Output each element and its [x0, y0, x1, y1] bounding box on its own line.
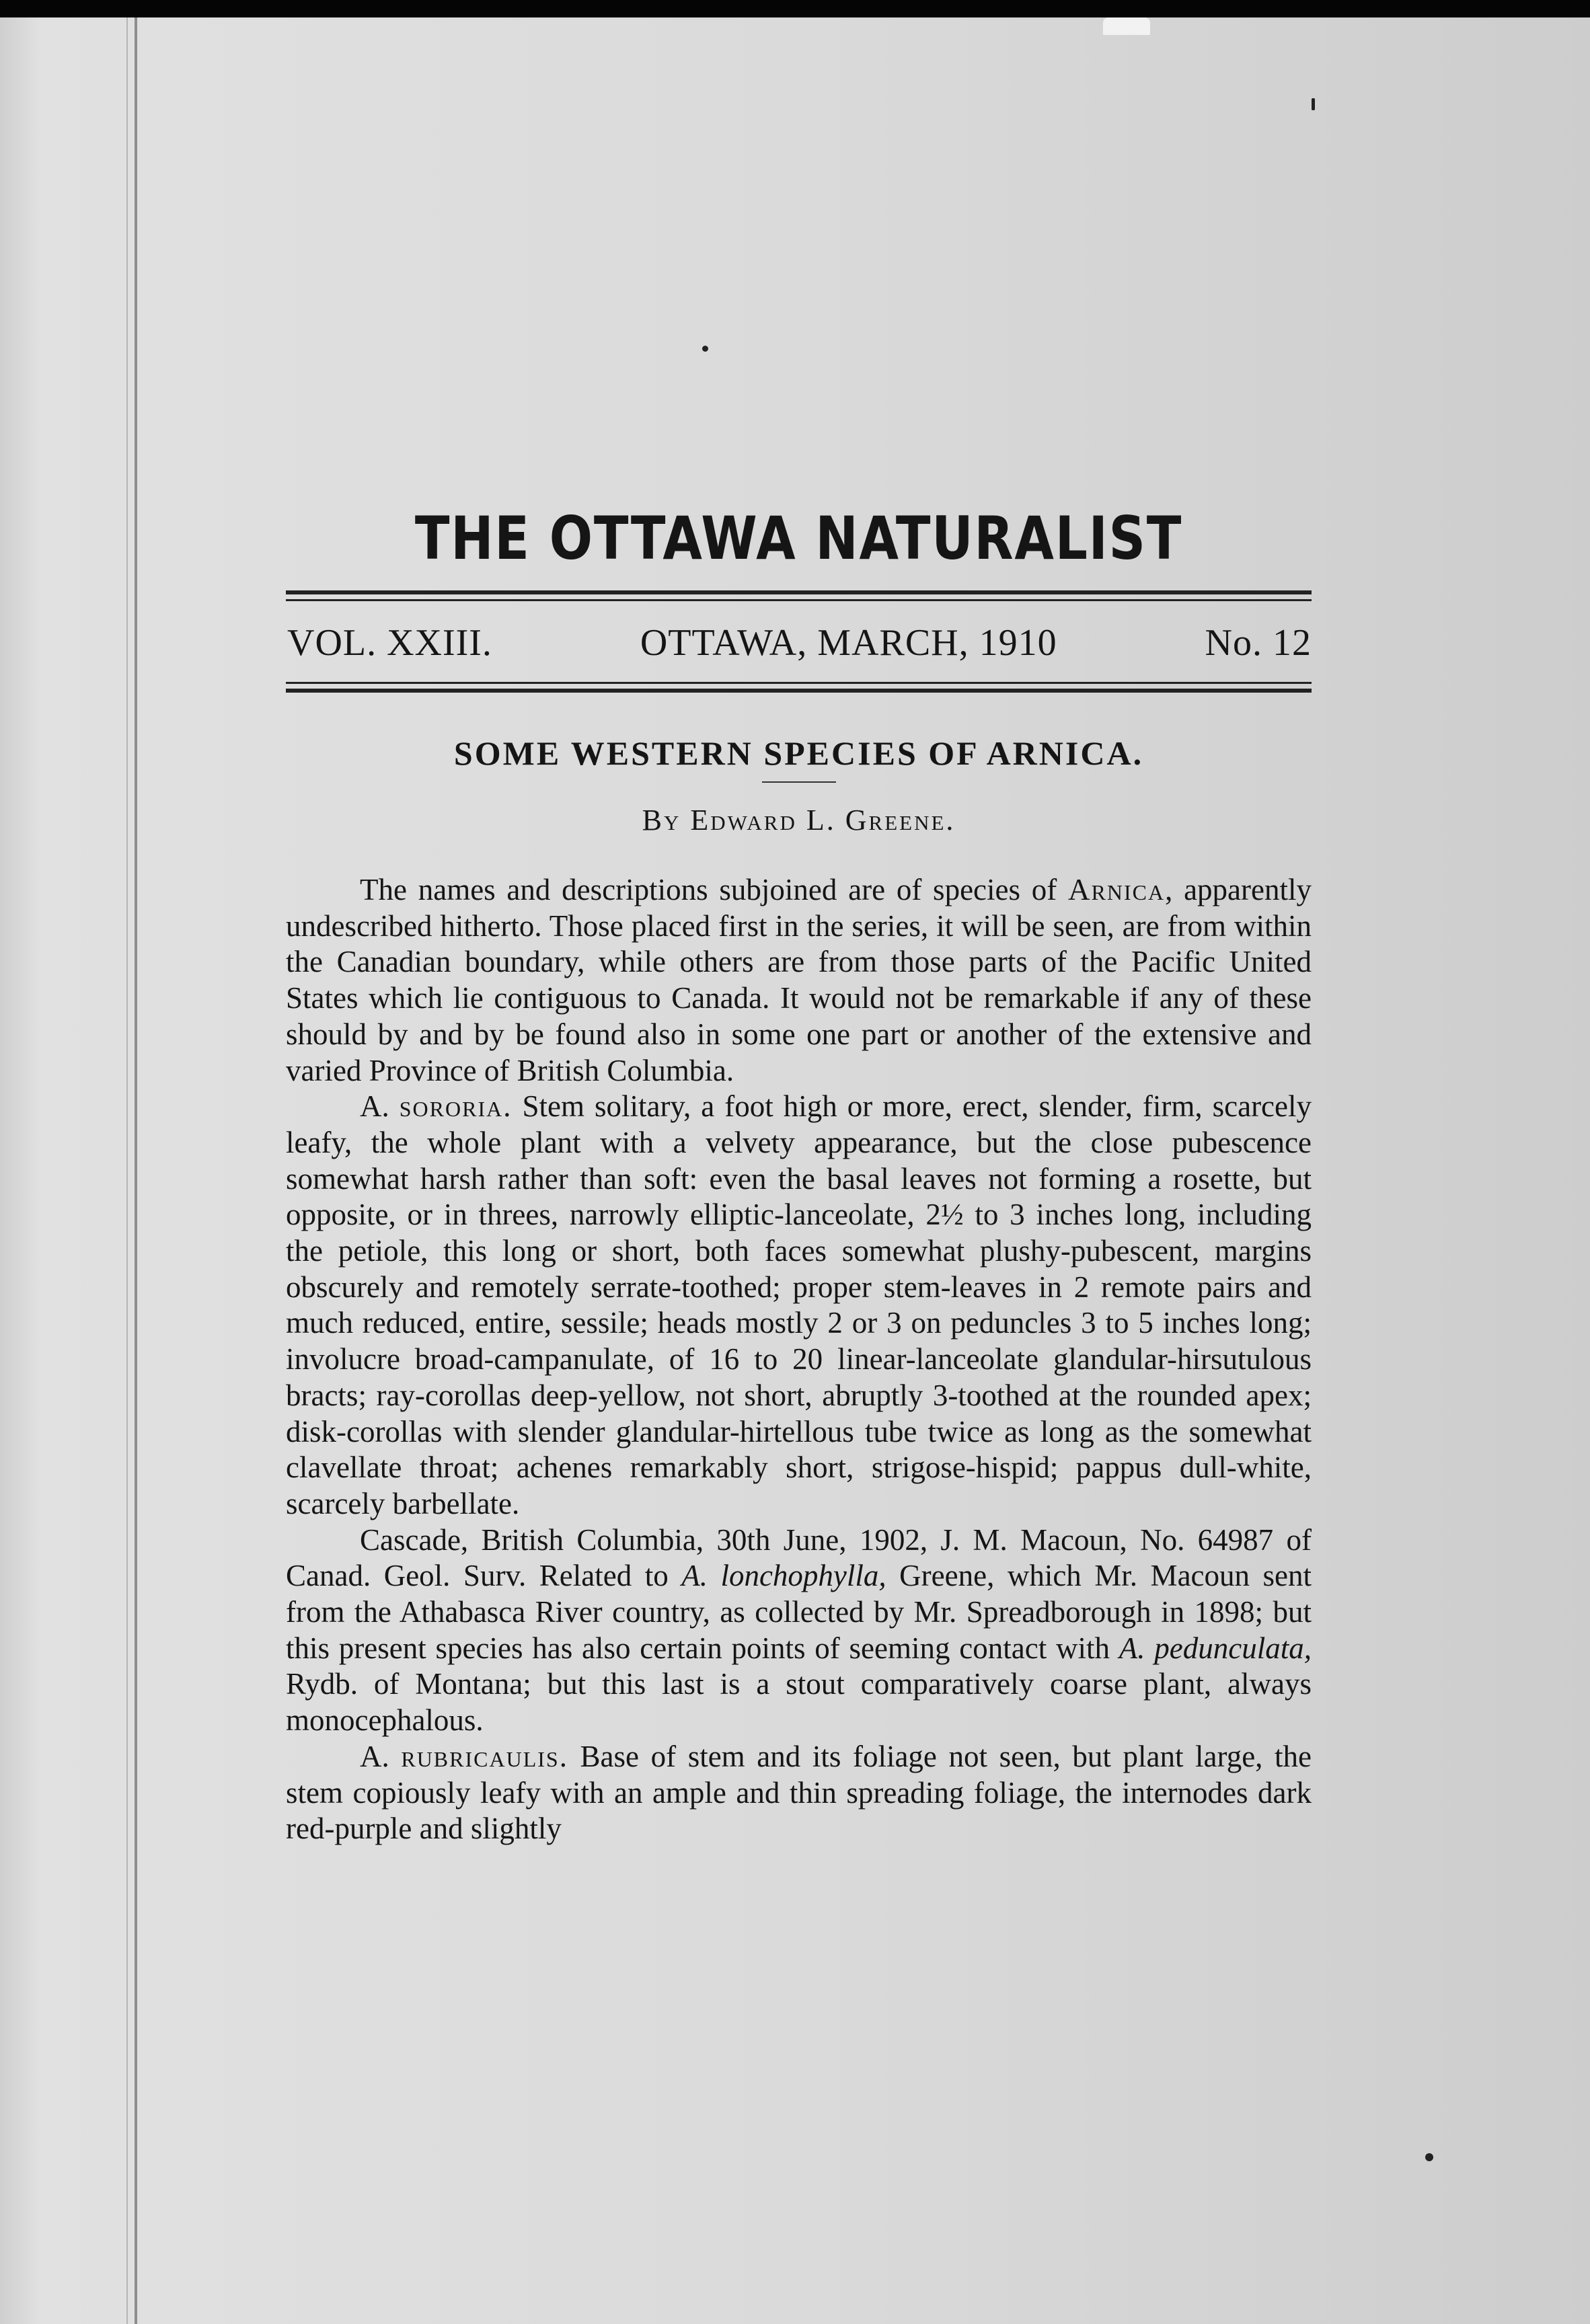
volume-label: VOL. XXIII. [287, 622, 492, 664]
paragraph-text: Stem solitary, a foot high or more, erect, slender, firm, scarcely leafy, the whole plant with a velvety appearance, but the close pubescence somewhat harsh rather than soft: even the basal leaves not forming a rosette, but opposite, or in threes, narrowly elliptic-lanceolate, 2½ to 3 inches long, including the petiole, this long or short, both faces somewhat plushy-pubescent, margins obscurely and remotely serrate-toothed; proper stem-leaves in 2 remote pairs and much reduced, entire, sessile; heads mostly 2 or 3 on peduncles 3 to 5 inches long; involucre broad-campanulate, of 16 to 20 linear-lanceolate glandular-hirsutulous bracts; ray-corollas deep-yellow, not short, abruptly 3-toothed at the rounded apex; disk-corollas with slender glandular-hirtellous tube twice as long as the somewhat clavellate throat; achenes remarkably short, strigose-hispid; pappus dull-white, scarcely barbellate. [286, 1089, 1312, 1520]
page-content [286, 502, 1312, 1847]
article-byline: By Edward L. Greene. [642, 804, 956, 837]
scanned-page [0, 17, 1590, 2324]
place-date-label: OTTAWA, MARCH, 1910 [640, 622, 1057, 664]
issue-number-label: No. 12 [1205, 622, 1312, 664]
rule-thick [286, 590, 1312, 594]
paragraph-text: The names and descriptions subjoined are of species of [360, 873, 1069, 906]
paragraph-rubricaulis [286, 1739, 1312, 1847]
genus-name: Arnica [1068, 873, 1166, 906]
species-name: sororia. [399, 1089, 513, 1124]
paragraph-intro [286, 872, 1312, 1089]
journal-title: THE OTTAWA NATURALIST [414, 504, 1183, 573]
binding-shadow [126, 17, 128, 2324]
paragraph-locality [286, 1522, 1312, 1739]
article-title: SOME WESTERN SPECIES OF ARNICA. [453, 734, 1144, 772]
scan-speck [1312, 98, 1315, 110]
rule-thin [286, 682, 1312, 684]
scan-speck [1425, 2153, 1433, 2161]
species-citation: A. pedunculata, [1119, 1631, 1312, 1665]
title-divider [762, 781, 836, 783]
scan-speck [702, 346, 708, 352]
paragraph-text: Greene, which Mr. Macoun sent from the Athabasca River country, as collected by Mr. Spreadborough in 1898; but this present species has also certain points of seeming contact with [286, 1559, 1312, 1665]
masthead-rule-bottom [286, 682, 1312, 693]
paragraph-text: A. [360, 1739, 402, 1773]
species-name: rubricaulis. [401, 1739, 568, 1773]
page-edge-smudge [1103, 17, 1150, 35]
paragraph-text: Cascade, British Columbia, 30th June, 1902, J. M. Macoun, No. 64987 of Canad. Geol. Surv. Related to [286, 1522, 1312, 1593]
binding-edge [135, 17, 137, 2324]
paragraph-text: Base of stem and its foliage not seen, but plant large, the stem copiously leafy with an ample and thin spreading foliage, the internodes dark red-purple and slightly [286, 1739, 1312, 1846]
species-citation: A. lonchophylla, [681, 1559, 886, 1593]
issue-info [286, 601, 1312, 682]
masthead-rule-top [286, 590, 1312, 601]
rule-thick [286, 689, 1312, 693]
paragraph-text: Rydb. of Montana; but this last is a stout comparatively coarse plant, always monocephalous. [286, 1667, 1312, 1738]
paragraph-sororia [286, 1089, 1312, 1522]
article-body [286, 872, 1312, 1847]
paragraph-text: A. [360, 1089, 400, 1124]
paragraph-text: , apparently undescribed hitherto. Those placed first in the series, it will be seen, are from within the Canadian boundary, while others are from those parts of the Pacific United States which lie contiguous to Canada. It would not be remarkable if any of these should by and by be found also in some one part or another of the extensive and varied Province of British Columbia. [286, 873, 1312, 1087]
